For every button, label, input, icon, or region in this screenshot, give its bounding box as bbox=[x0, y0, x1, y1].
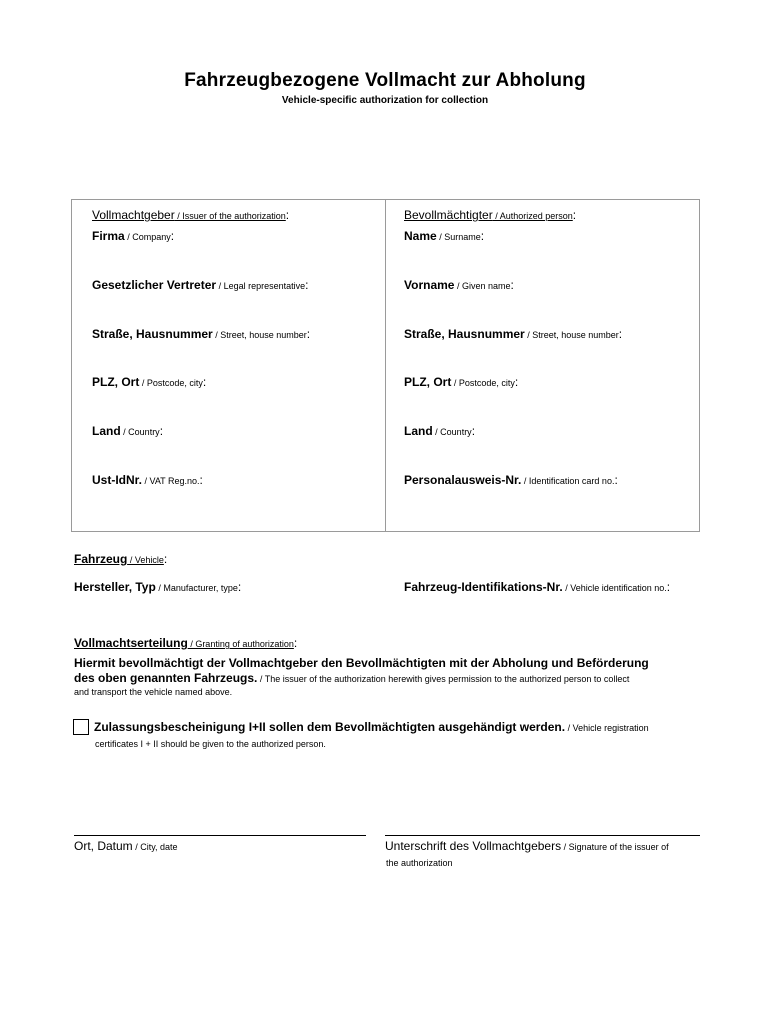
signature-label: Unterschrift des Vollmachtgebers / Signature of the issuer of bbox=[385, 839, 669, 853]
granting-heading: Vollmachtserteilung / Granting of authorization: bbox=[74, 636, 298, 650]
page-subtitle: Vehicle-specific authorization for collection bbox=[281, 95, 489, 106]
issuer-field-postcode-city[interactable]: PLZ, Ort / Postcode, city: bbox=[92, 375, 207, 389]
authorized-field-given-name[interactable]: Vorname / Given name: bbox=[404, 278, 514, 292]
issuer-field-vat[interactable]: Ust-IdNr. / VAT Reg.no.: bbox=[92, 473, 203, 487]
place-date-label: Ort, Datum / City, date bbox=[74, 839, 178, 853]
column-divider bbox=[385, 199, 386, 532]
signature-label-en: the authorization bbox=[386, 858, 453, 868]
authorized-field-street[interactable]: Straße, Hausnummer / Street, house number: bbox=[404, 327, 623, 341]
issuer-field-country[interactable]: Land / Country: bbox=[92, 424, 164, 438]
issuer-field-street[interactable]: Straße, Hausnummer / Street, house number: bbox=[92, 327, 311, 341]
page-title: Fahrzeugbezogene Vollmacht zur Abholung bbox=[184, 70, 586, 91]
signature-line[interactable] bbox=[385, 835, 700, 836]
certificates-label: Zulassungsbescheinigung I+II sollen dem Bevollmächtigten ausgehändigt werden. / Vehicle registration bbox=[94, 720, 649, 734]
vehicle-field-manufacturer[interactable]: Hersteller, Typ / Manufacturer, type: bbox=[74, 580, 242, 594]
authorized-heading: Bevollmächtigter / Authorized person: bbox=[404, 208, 577, 222]
certificates-label-en: certificates I + II should be given to the authorized person. bbox=[95, 739, 326, 749]
granting-text: Hiermit bevollmächtigt der Vollmachtgeber den Bevollmächtigten mit der Abholung und Beförderung des oben genannten Fahrzeugs. / The issuer of the authorization herewith gives permission to the authorized person to collect and transport the vehicle named above. bbox=[74, 656, 649, 697]
certificates-checkbox[interactable] bbox=[73, 719, 89, 735]
authorized-field-id-card[interactable]: Personalausweis-Nr. / Identification card no.: bbox=[404, 473, 618, 487]
authorized-field-postcode-city[interactable]: PLZ, Ort / Postcode, city: bbox=[404, 375, 519, 389]
authorized-field-country[interactable]: Land / Country: bbox=[404, 424, 476, 438]
vehicle-field-vin[interactable]: Fahrzeug-Identifikations-Nr. / Vehicle identification no.: bbox=[404, 580, 671, 594]
issuer-field-legal-representative[interactable]: Gesetzlicher Vertreter / Legal representative: bbox=[92, 278, 309, 292]
place-date-line[interactable] bbox=[74, 835, 366, 836]
issuer-heading: Vollmachtgeber / Issuer of the authorization: bbox=[92, 208, 290, 222]
authorized-field-surname[interactable]: Name / Surname: bbox=[404, 229, 485, 243]
issuer-field-company[interactable]: Firma / Company: bbox=[92, 229, 175, 243]
vehicle-heading: Fahrzeug / Vehicle: bbox=[74, 552, 168, 566]
